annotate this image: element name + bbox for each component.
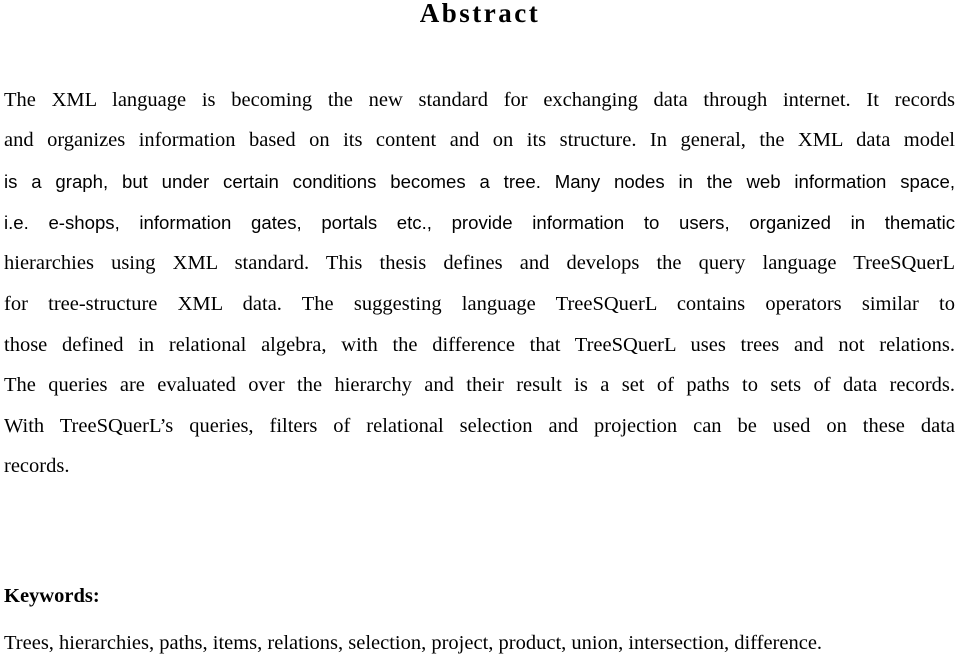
abstract-line-10: records. [4,455,70,477]
abstract-line-7: those defined in relational algebra, with the difference that TreeSQuerL uses trees and not relations. [4,334,955,356]
abstract-line-4: i.e. e-shops, information gates, portals etc., provide information to users, organized in thematic [4,212,955,233]
keywords-list: Trees, hierarchies, paths, items, relations, selection, project, product, union, intersection, difference. [4,632,823,654]
abstract-line-6: for tree-structure XML data. The suggesting language TreeSQuerL contains operators similar to [4,293,955,315]
abstract-line-2: and organizes information based on its content and on its structure. In general, the XML data model [4,129,955,151]
page-title: Abstract [419,0,541,28]
keywords-heading: Keywords: [4,585,100,607]
abstract-line-8: The queries are evaluated over the hierarchy and their result is a set of paths to sets of data records. [4,374,955,396]
abstract-line-3: is a graph, but under certain conditions becomes a tree. Many nodes in the web information space, [4,171,955,192]
abstract-line-1: The XML language is becoming the new standard for exchanging data through internet. It records [4,89,955,111]
abstract-line-9: With TreeSQuerL’s queries, filters of relational selection and projection can be used on these data [4,415,955,437]
abstract-line-5: hierarchies using XML standard. This thesis defines and develops the query language TreeSQuerL [4,252,955,274]
